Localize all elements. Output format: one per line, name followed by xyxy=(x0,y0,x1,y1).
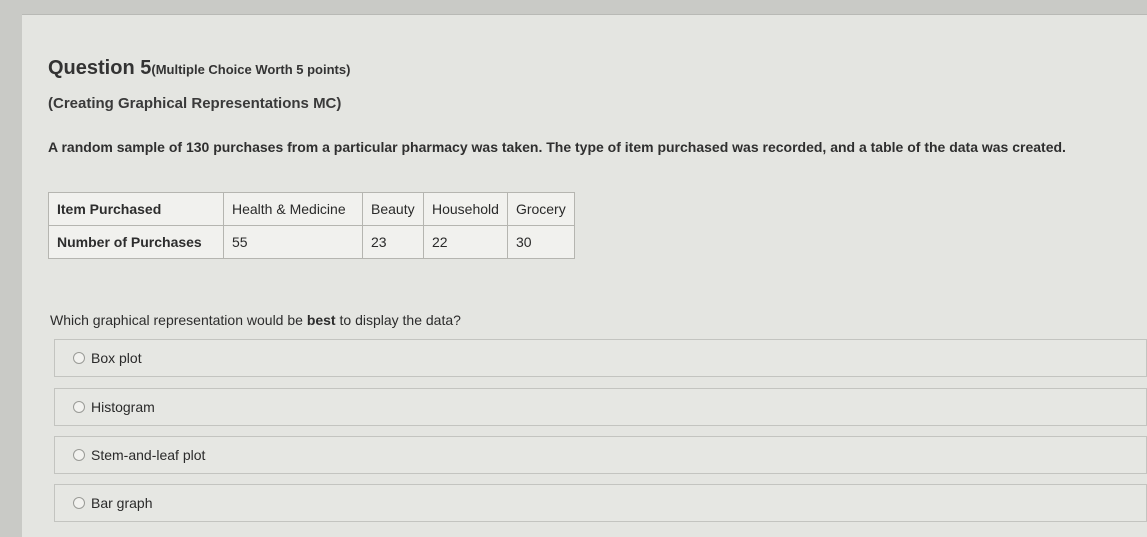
table-row-header: Item Purchased xyxy=(49,193,224,226)
prompt-text: to display the data? xyxy=(335,312,461,328)
prompt-emphasis: best xyxy=(306,312,336,328)
table-cell: Health & Medicine xyxy=(224,193,363,226)
question-number: Question 5 xyxy=(48,57,152,79)
option-label: Bar graph xyxy=(91,495,153,511)
question-prompt xyxy=(50,312,461,328)
answer-option-stem-and-leaf[interactable] xyxy=(54,436,1147,474)
table-cell: Grocery xyxy=(507,193,574,226)
answer-option-histogram[interactable] xyxy=(54,388,1147,426)
answer-option-box-plot[interactable] xyxy=(54,339,1147,377)
question-text: A random sample of 130 purchases from a particular pharmacy was taken. The type of item purchased was recorded, and a table of the data was created. xyxy=(48,139,1066,155)
data-table xyxy=(48,192,575,259)
radio-button[interactable] xyxy=(73,497,85,509)
table-cell: 55 xyxy=(224,226,363,259)
table-cell: 30 xyxy=(507,226,574,259)
option-label: Stem-and-leaf plot xyxy=(91,447,206,463)
prompt-text: Which graphical representation would be xyxy=(50,312,307,328)
table-cell: 23 xyxy=(363,226,424,259)
radio-button[interactable] xyxy=(73,449,85,461)
answer-option-bar-graph[interactable] xyxy=(54,484,1147,522)
table-cell: Beauty xyxy=(363,193,424,226)
table-row xyxy=(49,226,575,259)
option-label: Box plot xyxy=(91,350,142,366)
question-category: (Creating Graphical Representations MC) xyxy=(48,95,342,112)
option-label: Histogram xyxy=(91,399,155,415)
radio-button[interactable] xyxy=(73,352,85,364)
table-row xyxy=(49,193,575,226)
question-panel xyxy=(22,14,1147,537)
question-type: (Multiple Choice Worth 5 points) xyxy=(151,62,351,77)
table-cell: Household xyxy=(424,193,508,226)
table-row-header: Number of Purchases xyxy=(49,226,224,259)
question-title xyxy=(48,57,350,80)
radio-button[interactable] xyxy=(73,401,85,413)
table-cell: 22 xyxy=(424,226,508,259)
